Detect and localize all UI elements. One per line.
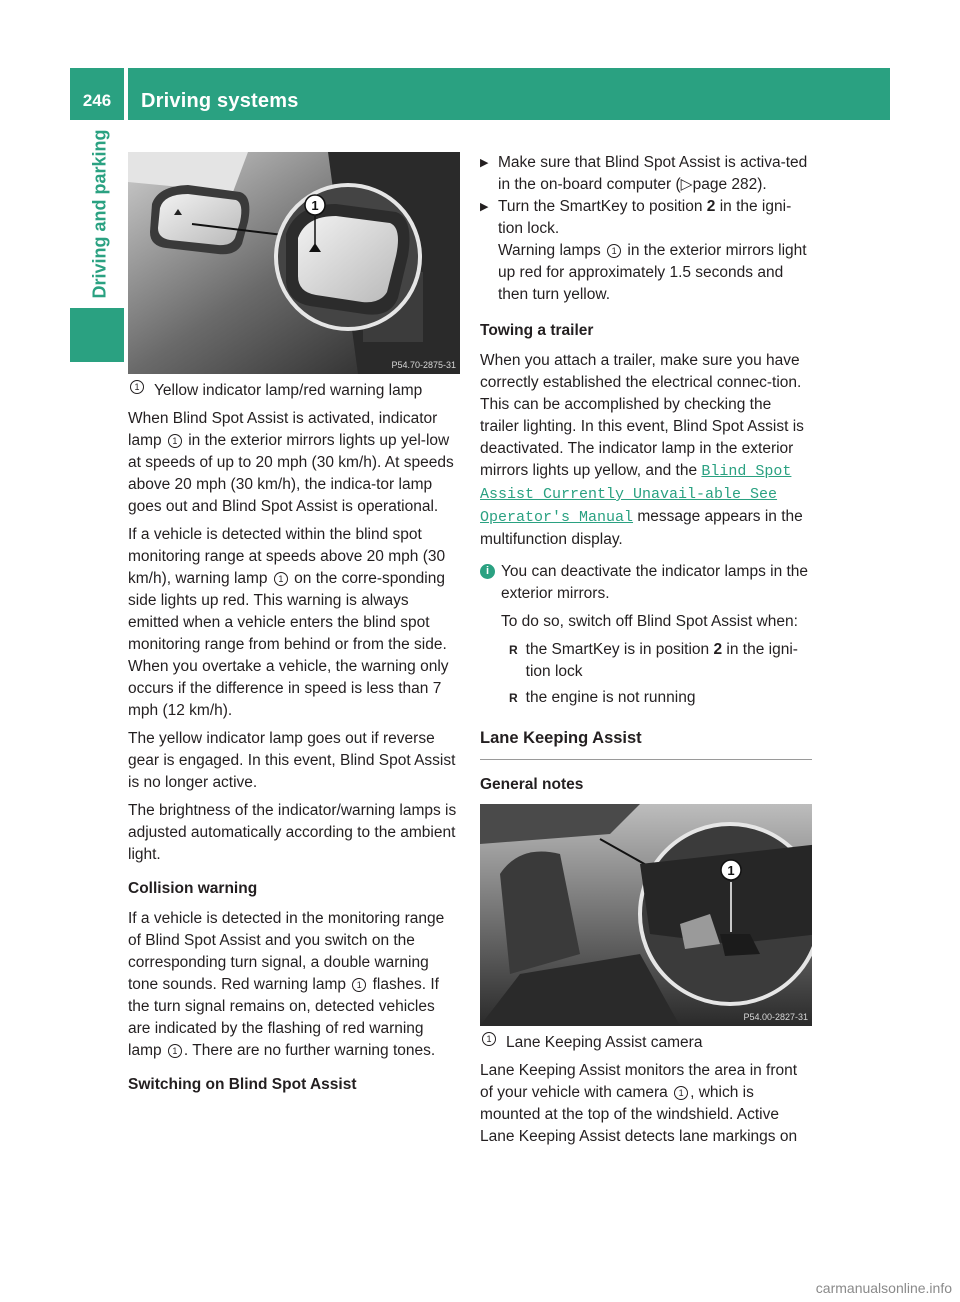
- step-arrow-icon: ▶: [480, 157, 489, 169]
- side-tab-marker: [70, 308, 124, 362]
- display-message: Blind Spot Assist Currently Unavail-able See Operator's Manual: [480, 463, 792, 526]
- side-tab-label: Driving and parking: [89, 129, 110, 299]
- paragraph: When Blind Spot Assist is activated, indicator lamp 1 in the exterior mirrors lights up yel-low at speeds of up to 20 mph (30 km/h). At speeds above 20 mph (30 km/h), the indica-tor lamp goes out and Blind Spot Assist is operational.: [128, 410, 454, 515]
- page-reference[interactable]: page 282).: [692, 176, 767, 193]
- step-arrow-icon: ▶: [480, 201, 489, 213]
- paragraph: If a vehicle is detected within the blind spot monitoring range at speeds above 20 mph (30 km/h), warning lamp 1 on the corre-sponding side lights up red. This warning is always emitted when a vehicle enters the blind spot monitoring range from behind or from the side. When you overtake a vehicle, the warning only occurs if the difference in speed is less than 7 mph (12 km/h).: [128, 526, 449, 719]
- caption-text: Lane Keeping Assist camera: [506, 1034, 703, 1051]
- instruction-step: ▶ Turn the SmartKey to position 2 in the igni-tion lock. Warning lamps 1 in the exterior mirrors light up red for approximately 1.5 seconds and then turn yellow.: [480, 196, 812, 306]
- list-item: R the SmartKey is in position 2 in the igni-tion lock: [509, 639, 812, 683]
- instruction-step: ▶ Make sure that Blind Spot Assist is activa-ted in the on-board computer (▷page 282).: [480, 152, 812, 196]
- bullet-icon: R: [509, 643, 518, 657]
- list-item: R the engine is not running: [509, 687, 812, 709]
- paragraph: Lane Keeping Assist monitors the area in front of your vehicle with camera 1 , which is mounted at the top of the windshield. Active Lane Keeping Assist detects lane markings on: [480, 1062, 798, 1145]
- figure-caption: [480, 1032, 812, 1054]
- right-column: [480, 152, 812, 1154]
- subheading-switching: Switching on Blind Spot Assist: [128, 1076, 357, 1093]
- page-number: 246: [82, 91, 112, 110]
- watermark: carmanualsonline.info: [815, 1280, 952, 1296]
- callout-marker: 1: [130, 380, 144, 394]
- header-divider: [124, 68, 128, 120]
- mirror-callout: 1: [311, 198, 319, 213]
- mirror-illustration: [128, 152, 460, 374]
- paragraph: The yellow indicator lamp goes out if reverse gear is engaged. In this event, Blind Spot Assist is no longer active.: [128, 730, 456, 791]
- side-tab: [82, 128, 118, 300]
- note-text: To do so, switch off Blind Spot Assist when:: [501, 613, 798, 630]
- callout-marker: 1: [482, 1032, 496, 1046]
- subheading-general-notes: General notes: [480, 776, 584, 793]
- paragraph: When you attach a trailer, make sure you have correctly established the electrical connec-tion. This can be accomplished by checking the trailer lighting. In this event, Blind Spot Assist is deactivated. The indicator lamp in the exterior mirrors lights up yellow, and the Blind Spot Assist Currently Unavail-able See Operator's Manual message appears in the multifunction display.: [480, 352, 804, 548]
- subheading-towing: Towing a trailer: [480, 322, 594, 339]
- section-heading-lane-keeping: Lane Keeping Assist: [480, 727, 812, 760]
- bullet-icon: R: [509, 691, 518, 705]
- paragraph: The brightness of the indicator/warning lamps is adjusted automatically according to the ambient light.: [128, 802, 457, 863]
- camera-callout: 1: [727, 863, 735, 878]
- subheading-collision: Collision warning: [128, 880, 258, 897]
- camera-figure: [480, 804, 812, 1026]
- info-note: [480, 561, 812, 709]
- figure-code: P54.00-2827-31: [743, 1012, 808, 1022]
- figure-code: P54.70-2875-31: [391, 360, 456, 370]
- info-icon: i: [480, 564, 495, 579]
- caption-text: Yellow indicator lamp/red warning lamp: [154, 382, 423, 399]
- figure-caption: [128, 380, 460, 402]
- left-column: [128, 152, 460, 1104]
- note-text: You can deactivate the indicator lamps in the exterior mirrors.: [501, 563, 809, 602]
- camera-illustration: [480, 804, 812, 1026]
- page-reference-icon: ▷: [680, 176, 693, 193]
- paragraph: If a vehicle is detected in the monitoring range of Blind Spot Assist and you switch on the corresponding turn signal, a double warning tone sounds. Red warning lamp 1 flashes. If the turn signal remains on, detected vehicles are indicated by the flashing of red warning lamp 1 . There are no further warning tones.: [128, 910, 445, 1059]
- chapter-title: Driving systems: [141, 90, 299, 112]
- mirror-figure: [128, 152, 460, 374]
